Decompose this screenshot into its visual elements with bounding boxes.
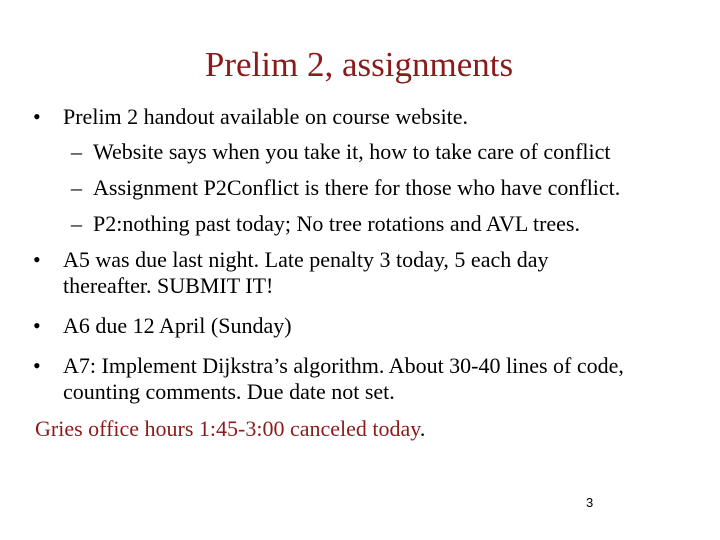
office-hours-note-text: Gries office hours 1:45-3:00 canceled today [35, 416, 420, 441]
bullet-3-text: A6 due 12 April (Sunday) [63, 313, 292, 338]
office-hours-note-period: . [419, 416, 426, 441]
bullet-4-line-2: counting comments. Due date not set. [63, 379, 395, 404]
bullet-marker: • [33, 247, 41, 272]
subitem-1-3: P2:nothing past today; No tree rotations and AVL trees. [93, 211, 580, 236]
bullet-2-line-2: thereafter. SUBMIT IT! [63, 273, 274, 298]
page-number: 3 [586, 495, 594, 510]
dash-marker: – [71, 139, 82, 164]
subitem-1-1: Website says when you take it, how to take care of conflict [93, 139, 611, 164]
bullet-marker: • [33, 313, 41, 338]
slide-title: Prelim 2, assignments [204, 45, 514, 84]
dash-marker: – [71, 211, 82, 236]
bullet-1-text: Prelim 2 handout available on course website. [63, 104, 469, 129]
bullet-marker: • [33, 104, 41, 129]
dash-marker: – [71, 175, 82, 200]
bullet-2-line-1: A5 was due last night. Late penalty 3 today, 5 each day [63, 247, 549, 272]
subitem-1-2: Assignment P2Conflict is there for those who have conflict. [93, 175, 621, 200]
bullet-4-line-1: A7: Implement Dijkstra’s algorithm. About 30-40 lines of code, [63, 353, 624, 378]
office-hours-note [35, 416, 425, 442]
bullet-marker: • [33, 353, 41, 378]
